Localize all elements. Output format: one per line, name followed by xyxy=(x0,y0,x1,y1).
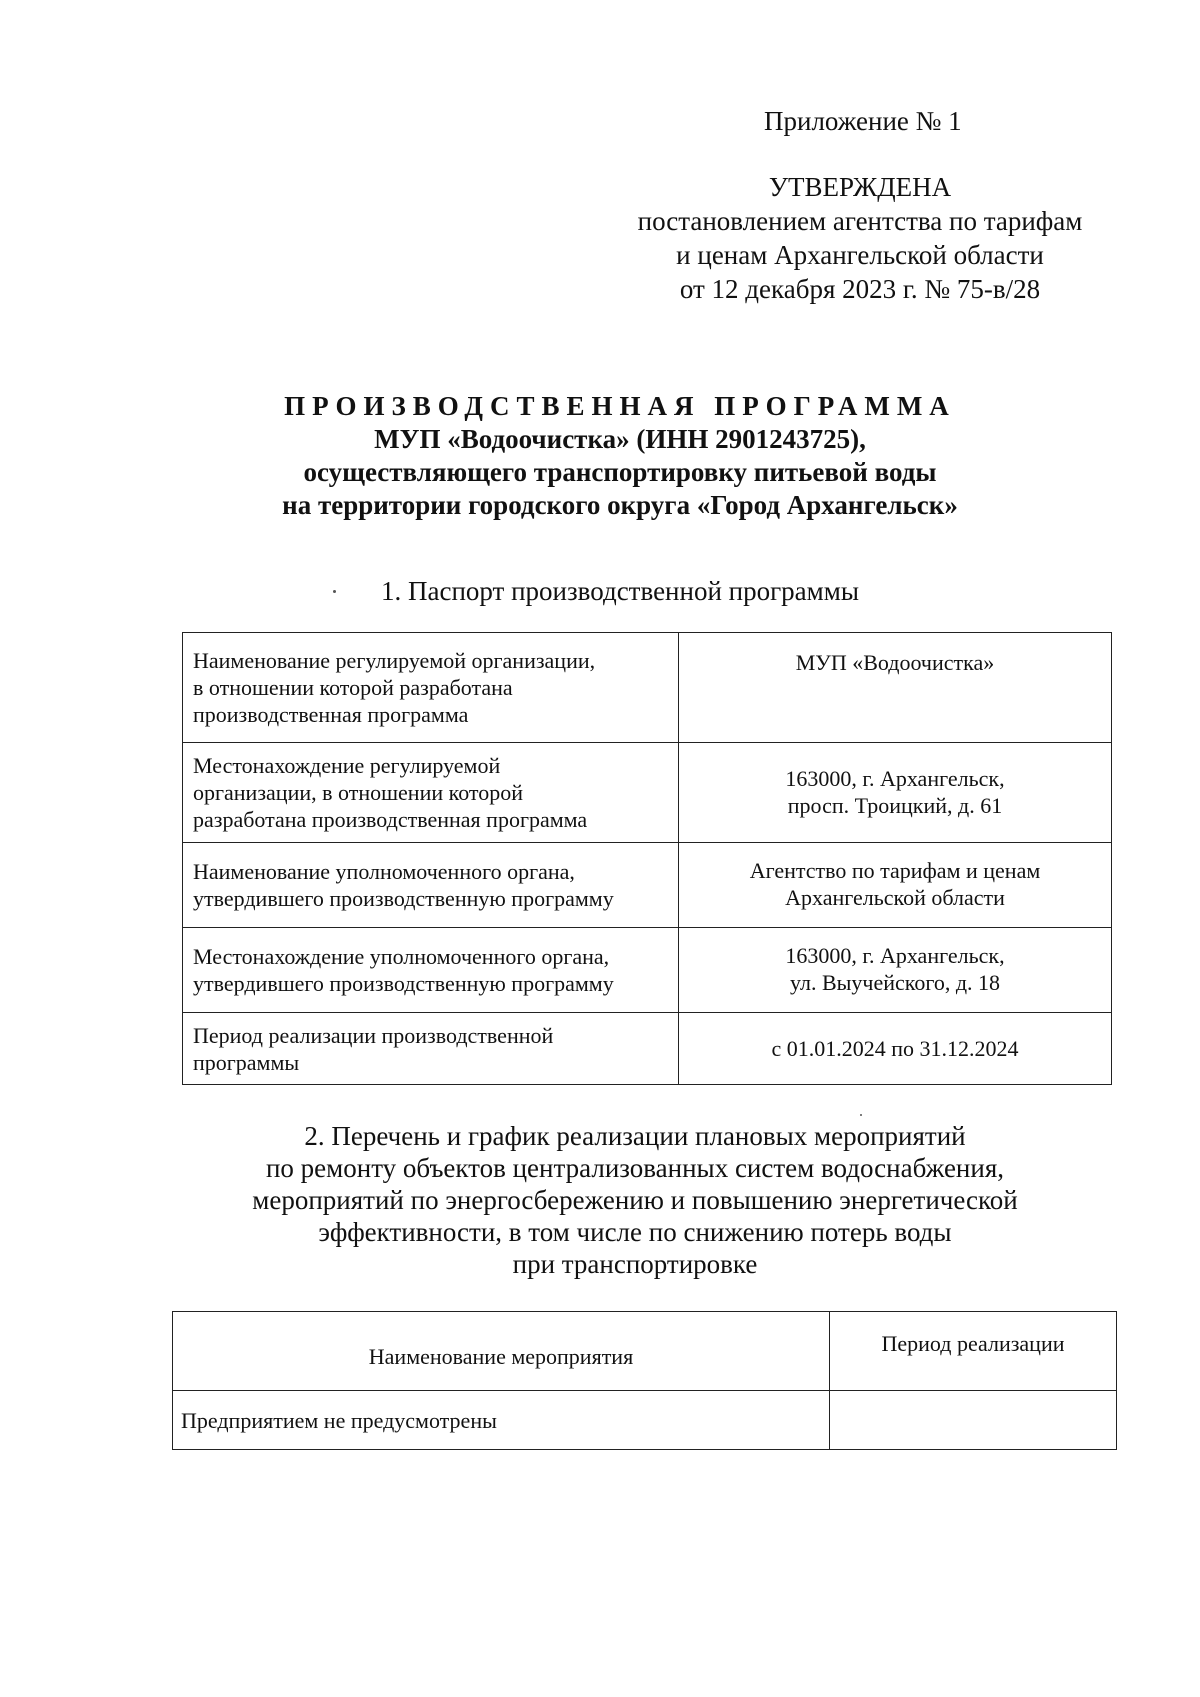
scan-speck xyxy=(860,1114,862,1116)
title-activity: осуществляющего транспортировку питьевой воды xyxy=(303,457,937,487)
table-row xyxy=(183,843,1112,928)
title-territory: на территории городского округа «Город Архангельск» xyxy=(282,490,958,520)
passport-value: Агентство по тарифам и ценам Архангельской области xyxy=(679,843,1112,928)
table-row xyxy=(183,633,1112,743)
approval-line: от 12 декабря 2023 г. № 75-в/28 xyxy=(679,274,1041,304)
passport-label: Наименование регулируемой организации, в отношении которой разработана производственная программа xyxy=(183,633,679,743)
title-organization: МУП «Водоочистка» (ИНН 2901243725), xyxy=(374,424,866,454)
period-cell xyxy=(830,1391,1117,1450)
appendix-label: Приложение № 1 xyxy=(764,106,962,136)
title-program: ПРОИЗВОДСТВЕННАЯ ПРОГРАММА xyxy=(284,391,956,421)
passport-label: Период реализации производственной программы xyxy=(183,1013,679,1085)
passport-value: 163000, г. Архангельск, просп. Троицкий, д. 61 xyxy=(679,743,1112,843)
passport-label: Местонахождение регулируемой организации, в отношении которой разработана производственная программа xyxy=(183,743,679,843)
approval-line: и ценам Архангельской области xyxy=(676,240,1044,270)
passport-label: Местонахождение уполномоченного органа, утвердившего производственную программу xyxy=(183,928,679,1013)
measures-table xyxy=(172,1311,1117,1450)
approval-title: УТВЕРЖДЕНА xyxy=(768,172,952,202)
table-row xyxy=(173,1391,1117,1450)
measure-cell: Предприятием не предусмотрены xyxy=(173,1391,830,1450)
document-title xyxy=(170,390,1070,522)
passport-table xyxy=(182,632,1112,1085)
column-header-measure: Наименование мероприятия xyxy=(173,1312,830,1391)
section1-heading: 1. Паспорт производственной программы xyxy=(381,576,859,606)
passport-value: с 01.01.2024 по 31.12.2024 xyxy=(679,1013,1112,1085)
passport-value: МУП «Водоочистка» xyxy=(679,633,1112,743)
approval-stamp xyxy=(600,170,1120,306)
column-header-period: Период реализации xyxy=(830,1312,1117,1391)
table-row xyxy=(183,1013,1112,1085)
approval-line: постановлением агентства по тарифам xyxy=(637,206,1083,236)
passport-value: 163000, г. Архангельск, ул. Выучейского, д. 18 xyxy=(679,928,1112,1013)
table-header-row xyxy=(173,1312,1117,1391)
passport-label: Наименование уполномоченного органа, утвердившего производственную программу xyxy=(183,843,679,928)
table-row xyxy=(183,743,1112,843)
section2-heading: 2. Перечень и график реализации плановых мероприятий по ремонту объектов централизованных систем водоснабжения, мероприятий по энергосбережению и повышению энергетической эффективности, в том числе по снижению потерь воды при транспортировке xyxy=(252,1121,1018,1279)
table-row xyxy=(183,928,1112,1013)
